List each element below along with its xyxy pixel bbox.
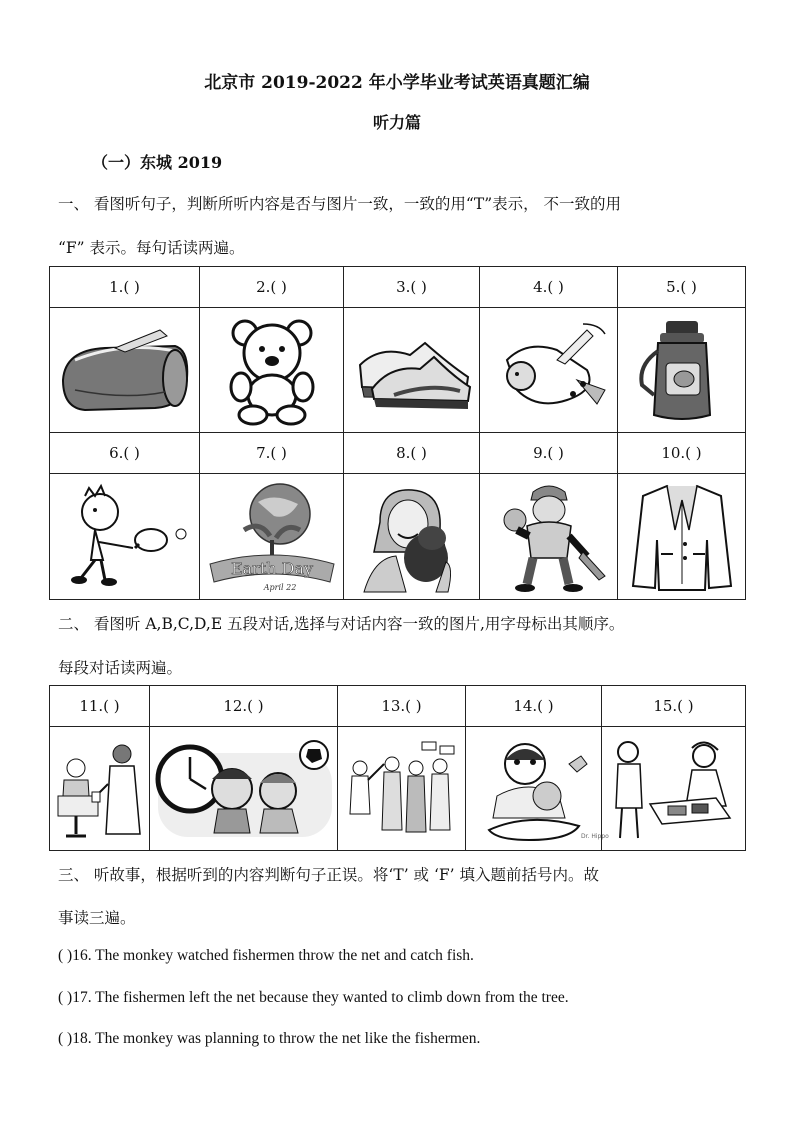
question-16: ( )16. The monkey watched fishermen throw the net and catch fish. [58,947,474,964]
answer-slot-5[interactable]: 5.( ) [618,267,746,308]
pencil-case-icon [55,320,195,420]
water-bottle-picture [618,308,746,433]
falling-person-icon [487,320,611,420]
doctor-patient-icon [52,734,148,844]
answer-slot-12[interactable]: 12.( ) [150,686,338,727]
falling-person-picture [480,308,618,433]
teddy-bear-icon [217,315,327,425]
document-subtitle: 听力篇 [372,113,421,132]
crowd-pointing-icon [340,734,464,844]
answer-slot-13[interactable]: 13.( ) [338,686,466,727]
earth-day-picture [200,474,344,600]
dentist-picture [466,727,609,851]
water-bottle-icon [632,315,732,425]
part1-table [49,266,746,600]
part1-instruction-cont: “F” 表示。每句话读两遍。 [58,239,245,257]
teddy-bear-picture [200,308,344,433]
answer-slot-7[interactable]: 7.( ) [200,433,344,474]
part2-table [49,685,746,851]
answer-slot-14[interactable]: 14.( ) [466,686,602,727]
part2-instruction-cont: 每段对话读两遍。 [58,659,183,677]
answer-slot-3[interactable]: 3.( ) [344,267,480,308]
people-table-icon [606,734,742,844]
jacket-picture [618,474,746,600]
doctor-patient-picture [50,727,150,851]
answer-slot-8[interactable]: 8.( ) [344,433,480,474]
earth-day-icon [204,480,340,594]
dentist-icon [469,734,609,844]
question-18: ( )18. The monkey was planning to throw the net like the fishermen. [58,1030,481,1047]
answer-slot-6[interactable]: 6.( ) [50,433,200,474]
document-title: 北京市 2019-2022 年小学毕业考试英语真题汇编 [204,73,590,93]
answer-slot-2[interactable]: 2.( ) [200,267,344,308]
girl-with-dog-icon [350,482,474,592]
answer-slot-11[interactable]: 11.( ) [50,686,150,727]
part3-instruction-cont: 事读三遍。 [58,909,136,927]
answer-slot-4[interactable]: 4.( ) [480,267,618,308]
crowd-pointing-picture [338,727,466,851]
district-heading: （一）东城 2019 [92,153,223,172]
earth-day-label: Earth Day [230,558,313,578]
strong-worker-picture [480,474,618,600]
answer-slot-9[interactable]: 9.( ) [480,433,618,474]
boy-tennis-icon [55,482,195,592]
people-table-picture [602,727,746,851]
girl-dog-picture [344,474,480,600]
pencil-case-picture [50,308,200,433]
boy-tennis-picture [50,474,200,600]
answer-slot-1[interactable]: 1.( ) [50,267,200,308]
part1-instruction: 一、 看图听句子，判断所听内容是否与图片一致，一致的用“T”表示， 不一致的用 [58,195,622,213]
earth-day-date: April 22 [263,582,296,592]
sneakers-picture [344,308,480,433]
strong-worker-icon [487,480,611,594]
part2-instruction: 二、 看图听 A,B,C,D,E 五段对话,选择与对话内容一致的图片,用字母标出其顺序。 [58,615,625,633]
sneaker-icon [350,325,474,415]
part3-instruction: 三、 听故事，根据听到的内容判断句子正误。将‘T’ 或 ‘F’ 填入题前括号内。故 [58,866,600,884]
answer-slot-15[interactable]: 15.( ) [602,686,746,727]
jacket-icon [627,480,737,594]
question-17: ( )17. The fishermen left the net because they wanted to climb down from the tree. [58,989,569,1006]
dentist-logo-text: Dr. Hippo [580,832,609,840]
clock-kids-football-picture [150,727,338,851]
clock-kids-football-icon [152,733,336,845]
answer-slot-10[interactable]: 10.( ) [618,433,746,474]
